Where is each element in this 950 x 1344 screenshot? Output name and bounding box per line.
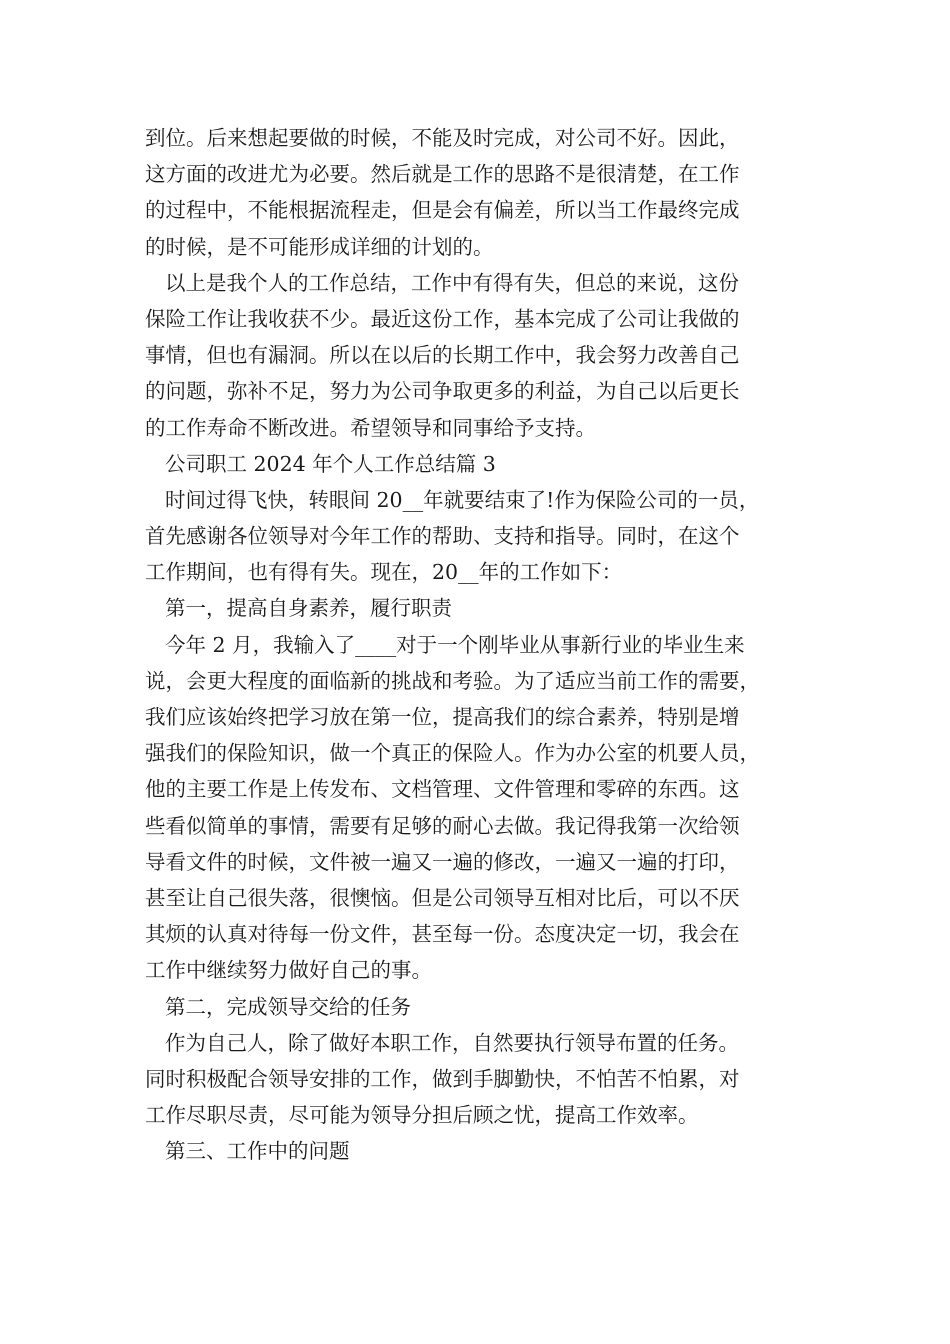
text-line: 首先感谢各位领导对今年工作的帮助、支持和指导。同时，在这个 (145, 524, 740, 549)
text-line: 同时积极配合领导安排的工作，做到手脚勤快，不怕苦不怕累，对 (145, 1066, 740, 1091)
paragraph-start-line: 作为自己人，除了做好本职工作，自然要执行领导布置的任务。 (165, 1030, 739, 1055)
text-line: 工作尽职尽责，尽可能为领导分担后顾之忧，提高工作效率。 (145, 1103, 699, 1128)
text-line: 保险工作让我收获不少。最近这份工作，基本完成了公司让我做的 (145, 306, 740, 331)
text-line: 的过程中，不能根据流程走，但是会有偏差，所以当工作最终完成 (145, 198, 740, 223)
subsection-heading: 第二，完成领导交给的任务 (165, 994, 411, 1019)
text-line: 我们应该始终把学习放在第一位，提高我们的综合素养，特别是增 (145, 705, 740, 729)
text-line: 的问题，弥补不足，努力为公司争取更多的利益，为自己以后更长 (145, 379, 740, 404)
text-line: 强我们的保险知识，做一个真正的保险人。作为办公室的机要人员， (145, 741, 760, 766)
text-line: 其烦的认真对待每一份文件，甚至每一份。态度决定一切，我会在 (145, 922, 740, 947)
text-line: 工作中继续努力做好自己的事。 (145, 958, 432, 983)
text-line: 些看似简单的事情，需要有足够的耐心去做。我记得我第一次给领 (145, 813, 740, 838)
section-heading: 公司职工 2024 年个人工作总结篇 3 (165, 451, 496, 476)
text-line: 的时候，是不可能形成详细的计划的。 (145, 234, 494, 259)
paragraph-start-line: 时间过得飞快，转眼间 20__年就要结束了!作为保险公司的一员， (165, 487, 760, 512)
subsection-heading: 第一，提高自身素养，履行职责 (165, 596, 452, 621)
text-line: 导看文件的时候，文件被一遍又一遍的修改，一遍又一遍的打印， (145, 849, 740, 874)
text-line: 事情，但也有漏洞。所以在以后的长期工作中，我会努力改善自己 (145, 343, 740, 368)
text-line: 工作期间，也有得有失。现在，20__年的工作如下： (145, 560, 623, 585)
text-line: 说，会更大程度的面临新的挑战和考验。为了适应当前工作的需要， (145, 668, 760, 693)
text-line: 他的主要工作是上传发布、文档管理、文件管理和零碎的东西。这 (145, 777, 740, 802)
paragraph-start-line: 以上是我个人的工作总结，工作中有得有失，但总的来说，这份 (165, 270, 739, 295)
text-line: 甚至让自己很失落，很懊恼。但是公司领导互相对比后，可以不厌 (145, 885, 740, 910)
paragraph-start-line: 今年 2 月，我输入了____对于一个刚毕业从事新行业的毕业生来 (165, 632, 745, 657)
text-line: 的工作寿命不断改进。希望领导和同事给予支持。 (145, 415, 596, 440)
document-body (145, 120, 813, 1169)
text-line: 到位。后来想起要做的时候，不能及时完成，对公司不好。因此， (145, 126, 740, 150)
subsection-heading: 第三、工作中的问题 (165, 1139, 350, 1164)
text-line: 这方面的改进尤为必要。然后就是工作的思路不是很清楚，在工作 (145, 162, 740, 187)
